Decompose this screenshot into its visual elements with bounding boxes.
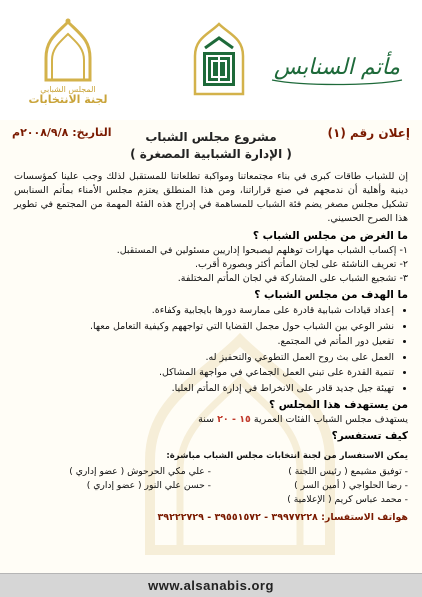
purpose-list [14, 244, 408, 286]
list-item: • نشر الوعي بين الشباب حول مجمل القضايا التي تواجههم وكيفية التعامل معها. [14, 319, 394, 335]
maatam-alsanabis-calligraphy [262, 44, 412, 90]
phones-row [14, 511, 408, 525]
contact-item: - توفيق مشيمع ( رئيس اللجنة ) [288, 466, 408, 477]
page-title: مشروع مجلس الشباب [145, 130, 277, 144]
contact-item: - حسن علي النور ( عضو إداري ) [86, 480, 211, 491]
purpose-heading: ما الغرض من مجلس الشباب ؟ [252, 230, 408, 242]
elections-committee-logo [8, 18, 128, 114]
goals-list [14, 303, 408, 396]
svg-text:مأتم السنابس: مأتم السنابس [273, 55, 401, 80]
contact-item: - محمد عباس كريم ( الإعلامية ) [287, 494, 408, 505]
list-item: • العمل على بث روح العمل التطوعي والتحفيز له. [14, 350, 394, 366]
list-item: ١- إكساب الشباب مهارات توهلهم ليصبحوا إداريين مسئولين في المستقبل. [116, 245, 408, 256]
website-link[interactable]: www.alsanabis.org [148, 578, 274, 593]
mosque-emblem [187, 22, 251, 98]
phone-numbers: ٣٩٩٧٧٢٢٨ - ٣٩٥٥١٥٧٢ - ٣٩٢٢٢٧٢٩ [157, 512, 318, 523]
contact-item: - رضا الحلواجي ( أمين السر ) [294, 480, 408, 491]
footer [0, 573, 422, 597]
target-heading: من يستهدف هذا المجلس ؟ [269, 399, 408, 411]
svg-text:المجلس الشبابي: المجلس الشبابي [40, 85, 96, 94]
contacts-heading: يمكن الاستفسار من لجنة انتخابات مجلس الشباب مباشرة: [166, 451, 408, 461]
header [0, 0, 422, 120]
list-item: ٢- تعريف الناشئة على لجان المأتم أكثر وبصورة أقرب. [195, 259, 408, 270]
contacts-list [14, 465, 408, 507]
target-text [14, 413, 408, 427]
target-text-before: يستهدف مجلس الشباب الفئات العمرية [253, 414, 408, 425]
intro-paragraph: إن للشباب طاقات كبرى في بناء مجتمعاتنا ومواكبة تطلعاتنا للمستقبل لذلك وجب علينا كمؤسسات دينية وأهلية أن ندمجهم في صنع قراراتنا، ومن هذا المنطلق يعتزم مجلس الأمناء بمأتم السنابس تشكيل مجلس مصغر يضم فئة الشباب للمساهمة في إدراج هذه الفئة المهمة من المجتمع في تطوير هذا الصرح الحسيني. [14, 171, 408, 224]
list-item: • تفعيل دور المأتم في المجتمع. [14, 334, 394, 350]
age-range: ١٥ - ٢٠ [217, 414, 251, 425]
goals-heading: ما الهدف من مجلس الشباب ؟ [254, 289, 408, 301]
announcement-date: التاريخ: ٢٠٠٨/٩/٨م [12, 126, 112, 139]
target-text-after: سنة [198, 414, 215, 425]
contact-item: - علي مكي الحرحوش ( عضو إداري ) [69, 466, 211, 477]
announcement-number: إعلان رقم (١) [327, 126, 410, 140]
list-item: • تهيئة جيل جديد قادر على الانخراط في إدارة المأتم العليا. [14, 381, 394, 397]
phones-label: هواتف الاستفسار: [321, 512, 408, 523]
list-item: • إعداد قيادات شبابية قادرة على ممارسة دورها بايجابية وكفاءة. [14, 303, 394, 319]
main-content [14, 170, 408, 525]
list-item: ٣- تشجيع الشباب على المشاركة في لجان المأتم المختلفة. [177, 273, 408, 284]
svg-text:لجنة الانتخابات: لجنة الانتخابات [28, 93, 108, 106]
how-heading: كيف تستفسر؟ [331, 430, 408, 442]
page-subtitle: ( الإدارة الشبابية المصغرة ) [130, 147, 292, 161]
list-item: • تنمية القدرة على تبني العمل الجماعي في مواجهة المشاكل. [14, 365, 394, 381]
